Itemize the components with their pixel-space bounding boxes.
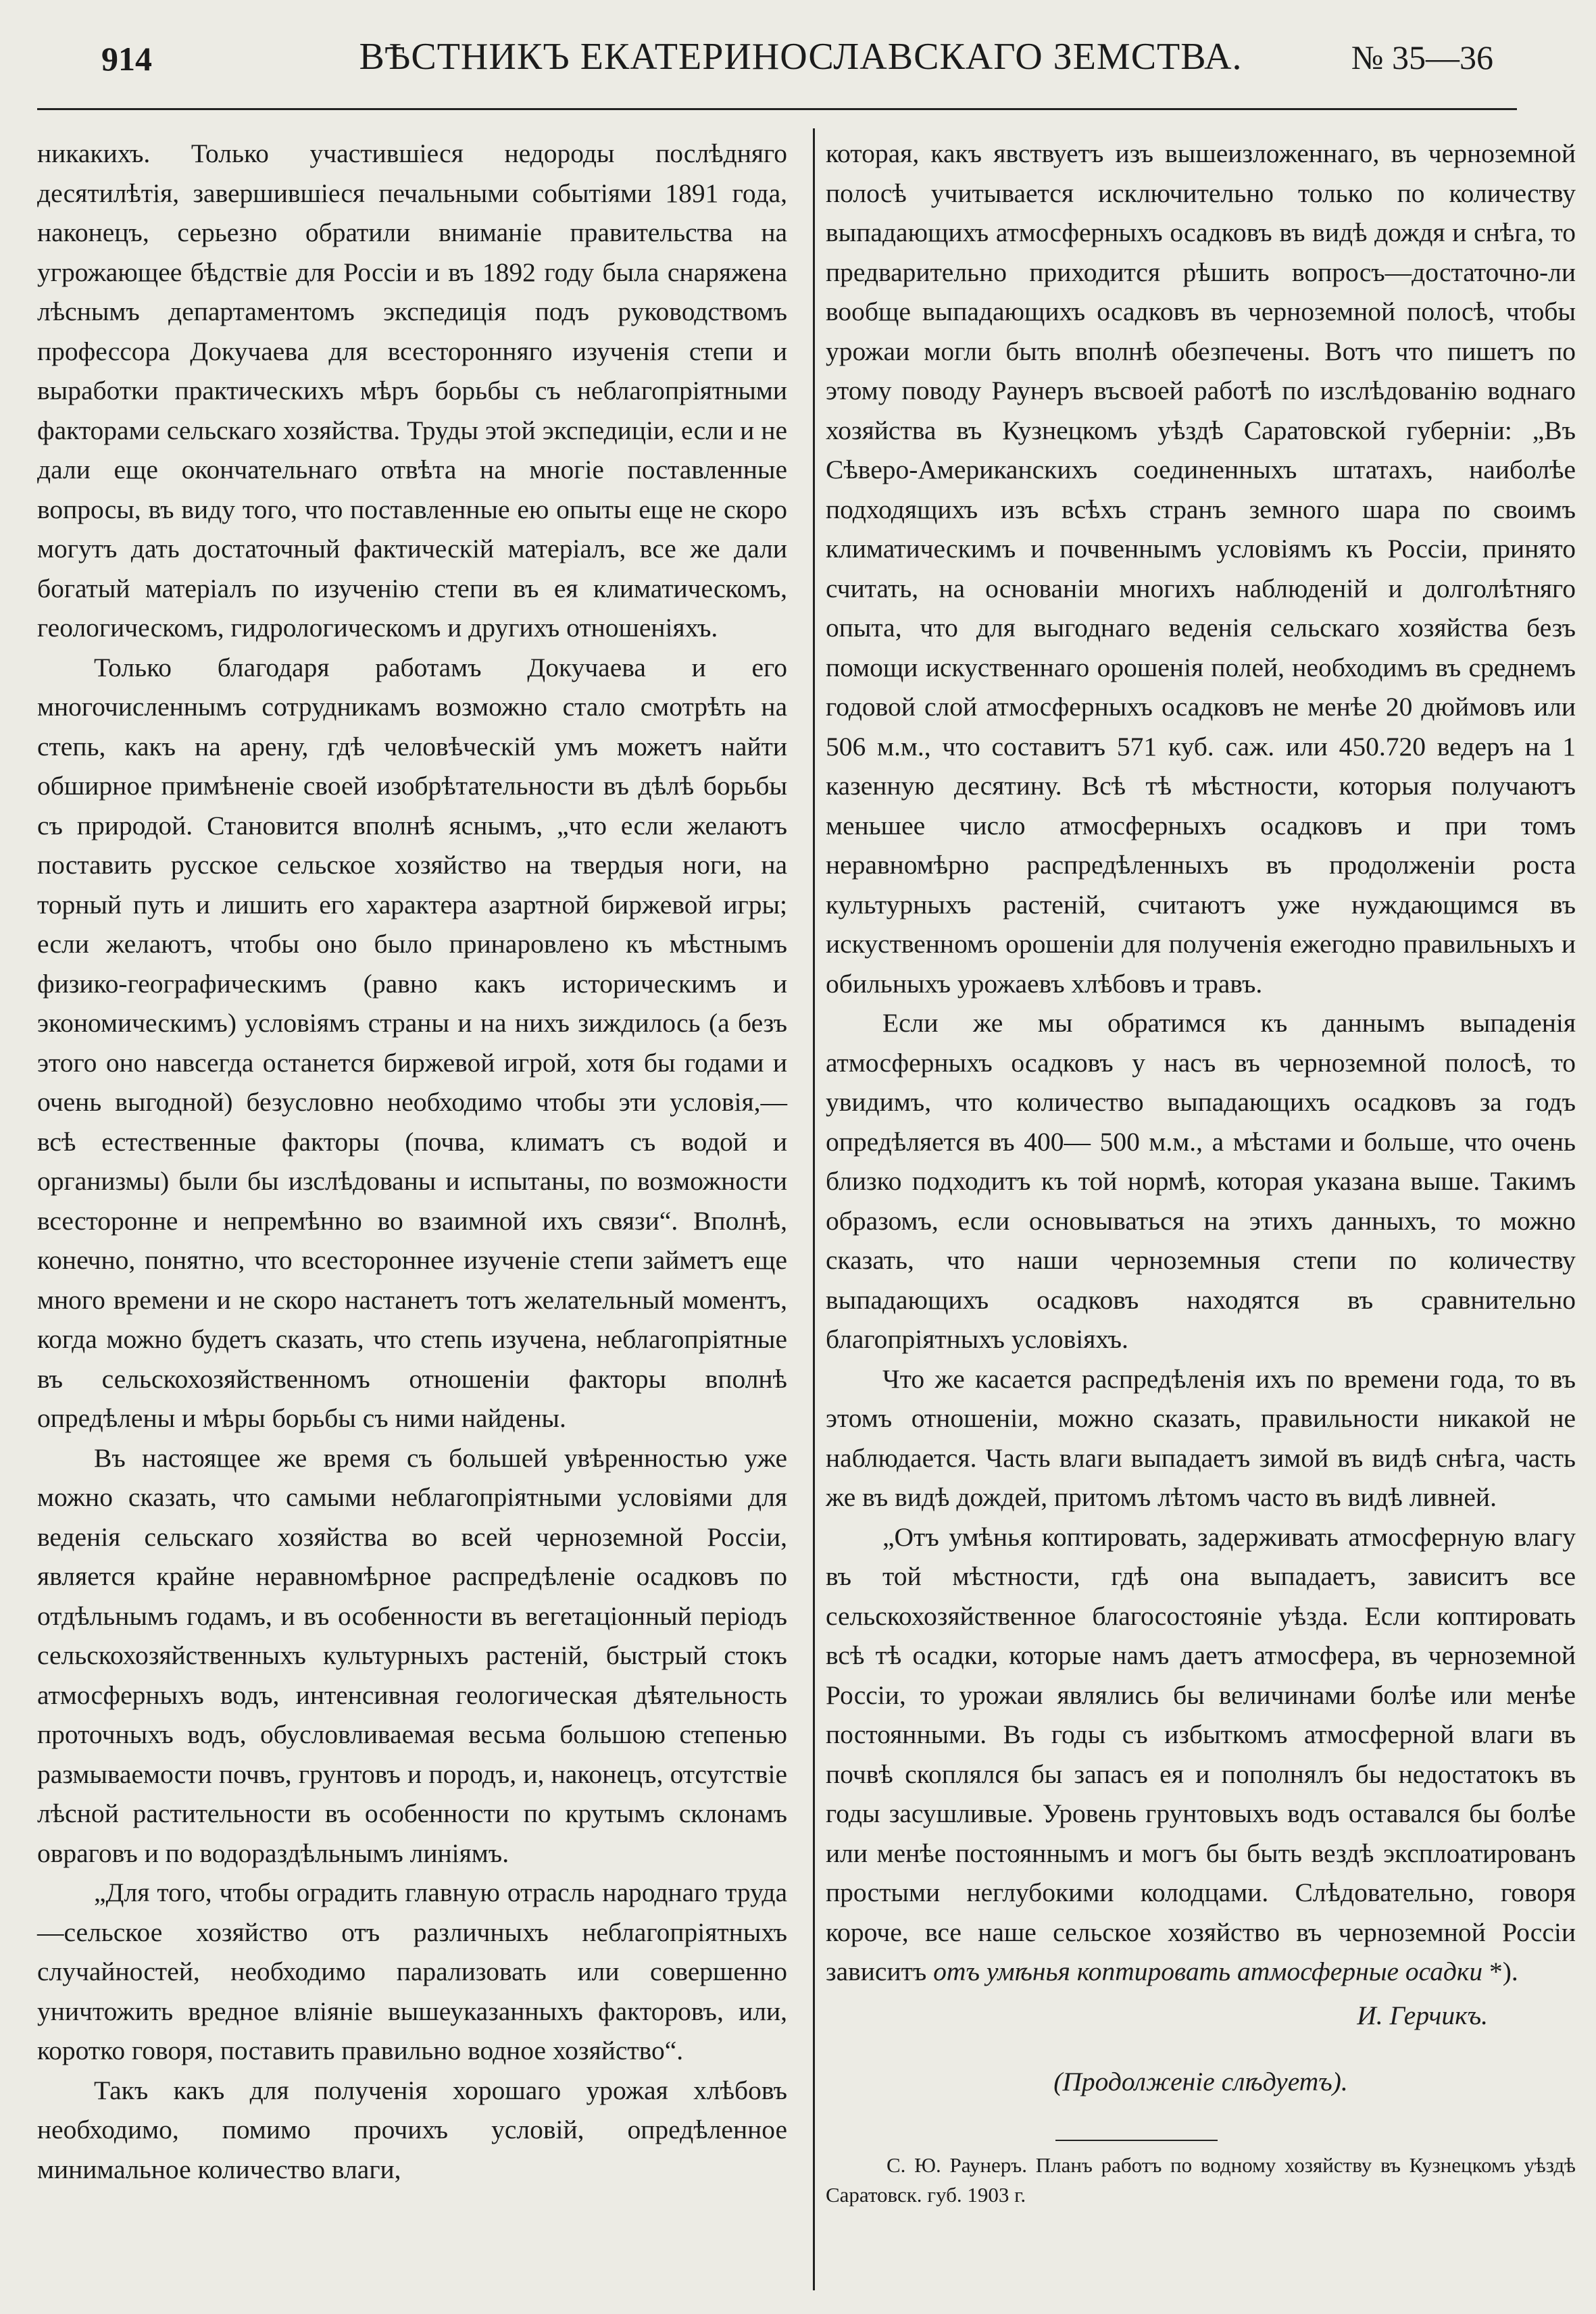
paragraph: Что же касается распредѣленія ихъ по времени года, то въ этомъ отношеніи, можно сказать, правильности никакой не наблюдается. Часть влаги выпадаетъ зимой въ видѣ снѣга, часть же въ видѣ дождей, притомъ лѣтомъ часто въ видѣ ливней. <box>826 1363 1576 1512</box>
page-header <box>81 35 1520 100</box>
left-column <box>37 134 787 2189</box>
paragraph: никакихъ. Только участившіеся недороды послѣдняго десятилѣтія, завершившіеся печальными событіями 1891 года, наконецъ, серьезно обратили вниманіе правительства на угрожающее бѣдствіе для Россіи и въ 1892 году была снаряжена лѣснымъ департаментомъ экспедиція подъ руководствомъ профессора Докучаева для всесторонняго изученія степи и выработки практическихъ мѣръ борьбы съ неблагопріятными факторами сельскаго хозяйства. Труды этой экспедиціи, если и не дали еще окончательнаго отвѣта на многіе поставленные вопросы, въ виду того, что поставленные ею опыты еще не скоро могутъ дать достаточный фактическій матеріалъ, все же дали богатый матеріалъ по изученію степи въ ея климатическомъ, геологическомъ, гидрологическомъ и другихъ отношеніяхъ. <box>37 139 787 643</box>
quote-italic: отъ умѣнья коптировать атмосферные осадки <box>933 1957 1483 1986</box>
footnote: С. Ю. Раунеръ. Планъ работъ по водному хозяйству въ Кузнецкомъ уѣздѣ Саратовск. губ. 1903 г. <box>826 2153 1576 2207</box>
paragraph <box>826 1517 1576 1992</box>
header-rule <box>37 108 1517 110</box>
paragraph: Только благодаря работамъ Докучаева и его многочисленнымъ сотрудникамъ возможно стало смотрѣть на степь, какъ на арену, гдѣ человѣческій умъ можетъ найти обширное примѣненіе своей изобрѣтательности въ дѣлѣ борьбы съ природой. Становится вполнѣ яснымъ, „что если желаютъ поставить русское сельское хозяйство на твердыя ноги, на торный путь и лишить его характера азартной биржевой игры; если желаютъ, чтобы оно было принаровлено къ мѣстнымъ физико-географическимъ (равно какъ историческимъ и экономическимъ) условіямъ страны и на нихъ зиждилось (а безъ этого оно навсегда останется биржевой игрой, хотя бы годами и очень выгодной) безусловно необходимо чтобы эти условія,— всѣ естественные факторы (почва, климатъ съ водой и организмы) были бы изслѣдованы и испытаны, по возможности всесторонне и непремѣнно во взаимной ихъ связи“. Вполнѣ, конечно, понятно, что всестороннее изученіе степи займетъ еще много времени и не скоро настанетъ тотъ желательный моментъ, когда можно будетъ сказать, что степь изучена, неблагопріятные въ сельскохозяйственномъ отношеніи факторы вполнѣ опредѣлены и мѣры борьбы съ ними найдены. <box>37 652 787 1433</box>
quote-end: *). <box>1482 1957 1518 1986</box>
footnote-rule <box>1055 2140 1218 2141</box>
paragraph: Въ настоящее же время съ большей увѣренностью уже можно сказать, что самыми неблагопріятными условіями для веденія сельскаго хозяйства во всей черноземной Россіи, является крайне неравномѣрное распредѣленіе осадковъ по отдѣльнымъ годамъ, и въ особенности въ вегетаціонный періодъ сельскохозяйственныхъ культурныхъ растеній, быстрый стокъ атмосферныхъ водъ, интенсивная геологическая дѣятельность проточныхъ водъ, обусловливаемая весьма большою степенью размываемости почвъ, грунтовъ и породъ, и, наконецъ, отсутствіе лѣсной растительности въ особенности по крутымъ склонамъ овраговъ и по водораздѣльнымъ линіямъ. <box>37 1442 787 1868</box>
journal-title: ВѢСТНИКЪ ЕКАТЕРИНОСЛАВСКАГО ЗЕМСТВА. <box>359 36 1243 78</box>
paragraph: „Для того, чтобы оградить главную отрасль народнаго труда—сельское хозяйство отъ различныхъ неблагопріятныхъ случайностей, необходимо парализовать или совершенно уничтожить вредное вліяніе вышеуказанныхъ факторовъ, или, коротко говоря, поставить правильно водное хозяйство“. <box>37 1878 787 2065</box>
issue-number: № 35—36 <box>1351 39 1493 76</box>
continuation-note: (Продолженіе слѣдуетъ). <box>1053 2067 1348 2096</box>
column-divider <box>813 128 815 2290</box>
paragraph: которая, какъ явствуетъ изъ вышеизложеннаго, въ черноземной полосѣ учитывается исключительно только по количеству выпадающихъ атмосферныхъ осадковъ въ видѣ дождя и снѣга, то предварительно приходится рѣшить вопросъ—достаточно-ли вообще выпадающихъ осадковъ въ черноземной полосѣ, чтобы урожаи могли быть вполнѣ обезпечены. Вотъ что пишетъ по этому поводу Раунеръ въсвоей работѣ по изслѣдованію воднаго хозяйства въ Кузнецкомъ уѣздѣ Саратовской губерніи: „Въ Сѣверо-Американскихъ соединенныхъ штатахъ, наиболѣе подходящихъ изъ всѣхъ странъ земного шара по своимъ климатическимъ и почвеннымъ условіямъ къ Россіи, принято считать, на основаніи многихъ наблюденій и долголѣтняго опыта, что для выгоднаго веденія сельскаго хозяйства безъ помощи искуственнаго орошенія полей, необходимъ въ среднемъ годовой слой атмосферныхъ осадковъ не менѣе 20 дюймовъ или 506 м.м., что составитъ 571 куб. саж. или 450.720 ведеръ на 1 казенную десятину. Всѣ тѣ мѣстности, которыя получаютъ меньшее число атмосферныхъ осадковъ и при томъ неравномѣрно распредѣленныхъ въ продолженіи роста культурныхъ растеній, считаютъ уже нуждающимся въ искуственномъ орошеніи для полученія ежегодно правильныхъ и обильныхъ урожаевъ хлѣбовъ и травъ. <box>826 139 1576 999</box>
right-column <box>826 134 1576 2210</box>
paragraph: Такъ какъ для полученія хорошаго урожая хлѣбовъ необходимо, помимо прочихъ условій, опредѣленное минимальное количество влаги, <box>37 2075 787 2184</box>
paragraph: Если же мы обратимся къ даннымъ выпаденія атмосферныхъ осадковъ у насъ въ черноземной полосѣ, то увидимъ, что количество выпадающихъ осадковъ за годъ опредѣляется въ 400— 500 м.м., а мѣстами и больше, что очень близко подходитъ къ той нормѣ, которая указана выше. Такимъ образомъ, если основываться на этихъ данныхъ, то можно сказать, что наши черноземныя степи по количеству выпадающихъ осадковъ находятся въ сравнительно благопріятныхъ условіяхъ. <box>826 1008 1576 1354</box>
author-signature: И. Герчикъ. <box>1357 2000 1488 2030</box>
page-number: 914 <box>101 40 152 78</box>
quote-text: „Отъ умѣнья коптировать, задерживать атмосферную влагу въ той мѣстности, гдѣ она выпадаетъ, зависитъ все сельскохозяйственное благосостояніе уѣзда. Если коптировать всѣ тѣ осадки, которые намъ даетъ атмосфера, въ черноземной Россіи, то урожаи являлись бы величинами болѣе или менѣе постоянными. Въ годы съ избыткомъ атмосферной влаги въ почвѣ скоплялся бы запасъ ея и пополнялъ бы недостатокъ въ годы засушливые. Уровень грунтовыхъ водъ оставался бы болѣе или менѣе постояннымъ и могъ бы быть вездѣ эксплоатированъ простыми неглубокими колодцами. Слѣдовательно, говоря короче, все наше сельское хозяйство въ черноземной Россіи зависитъ <box>826 1521 1576 1986</box>
